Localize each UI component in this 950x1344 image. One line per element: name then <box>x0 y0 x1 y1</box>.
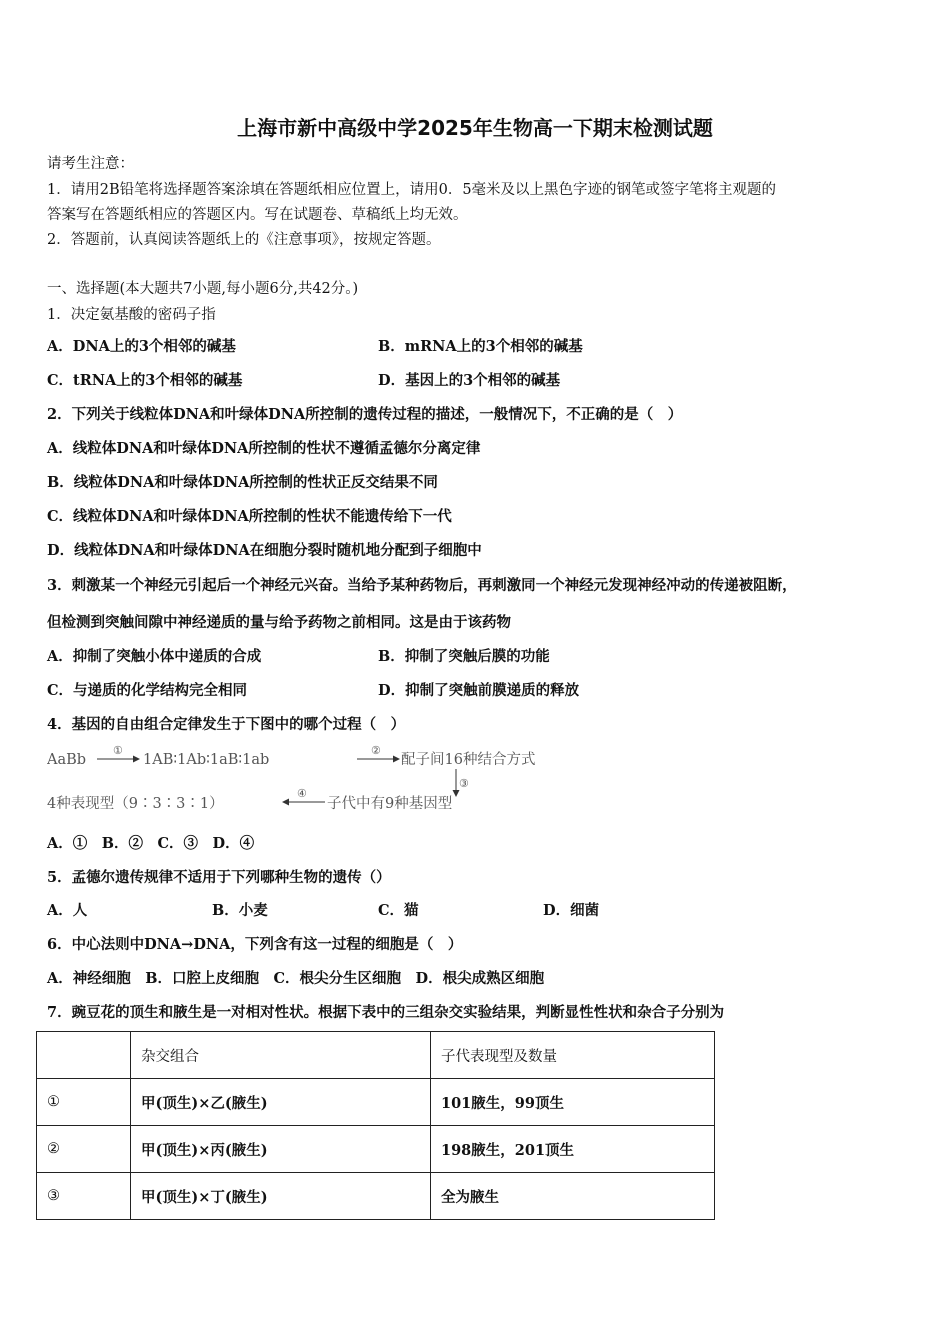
q7-stem: 7．豌豆花的顶生和腋生是一对相对性状。根据下表中的三组杂交实验结果，判断显性性状和杂合子分别为 <box>47 1004 725 1021</box>
q3-stem-line-2: 但检测到突触间隙中神经递质的量与给予药物之前相同。这是由于该药物 <box>47 614 511 631</box>
q3-option-b: B．抑制了突触后膜的功能 <box>378 648 550 665</box>
table-cell: ① <box>37 1079 131 1126</box>
flow-step-3: ③ <box>459 777 469 790</box>
flow-step-4: ④ <box>297 787 307 800</box>
flow-step-2: ② <box>371 744 381 757</box>
table-header-row <box>37 1032 715 1079</box>
q1-option-c: C．tRNA上的3个相邻的碱基 <box>47 372 243 389</box>
q4-options: A．① B．② C．③ D．④ <box>47 835 255 852</box>
table-header-cell <box>37 1032 131 1079</box>
q6-stem: 6．中心法则中DNA→DNA，下列含有这一过程的细胞是（ ） <box>47 936 463 953</box>
flow-phenotypes: 4种表现型（9∶3∶3∶1） <box>47 796 224 812</box>
notice-item-2: 2．答题前，认真阅读答题纸上的《注意事项》，按规定答题。 <box>47 232 441 248</box>
table-cell: 全为腋生 <box>431 1173 715 1220</box>
table-cell: 甲(顶生)×丙(腋生) <box>131 1126 431 1173</box>
q2-stem: 2．下列关于线粒体DNA和叶绿体DNA所控制的遗传过程的描述，一般情况下，不正确的是（ ） <box>47 406 683 423</box>
notice-item-1-cont: 答案写在答题纸相应的答题区内。写在试题卷、草稿纸上均无效。 <box>47 207 468 223</box>
q3-stem-line-1: 3．刺激某一个神经元引起后一个神经元兴奋。当给予某种药物后，再刺激同一个神经元发现神经冲动的传递被阻断， <box>47 577 797 594</box>
section-heading: 一、选择题(本大题共7小题,每小题6分,共42分。) <box>47 281 359 297</box>
flow-combine: 配子间16种结合方式 <box>401 752 536 768</box>
q1-option-b: B．mRNA上的3个相邻的碱基 <box>378 338 583 355</box>
q4-stem: 4．基因的自由组合定律发生于下图中的哪个过程（ ） <box>47 716 406 733</box>
q5-stem: 5．孟德尔遗传规律不适用于下列哪种生物的遗传（） <box>47 869 391 886</box>
flow-genotypes: 子代中有9种基因型 <box>327 796 453 812</box>
flow-start: AaBb <box>47 752 87 768</box>
flow-step-1: ① <box>113 744 123 757</box>
q3-option-d: D．抑制了突触前膜递质的释放 <box>378 682 580 699</box>
table-cell: ③ <box>37 1173 131 1220</box>
table-row <box>37 1126 715 1173</box>
table-row <box>37 1079 715 1126</box>
q5-option-d: D．细菌 <box>543 902 600 919</box>
q2-option-c: C．线粒体DNA和叶绿体DNA所控制的性状不能遗传给下一代 <box>47 508 452 525</box>
q1-stem: 1．决定氨基酸的密码子指 <box>47 307 216 323</box>
flow-gametes: 1AB∶1Ab∶1aB∶1ab <box>143 752 270 768</box>
notice-item-1: 1．请用2B铅笔将选择题答案涂填在答题纸相应位置上，请用0．5毫米及以上黑色字迹的钢笔或签字笔将主观题的 <box>47 182 777 198</box>
cross-results-table <box>36 1031 715 1220</box>
table-header-cell: 杂交组合 <box>131 1032 431 1079</box>
table-cell: 101腋生，99顶生 <box>431 1079 715 1126</box>
table-cell: 甲(顶生)×乙(腋生) <box>131 1079 431 1126</box>
q2-option-d: D．线粒体DNA和叶绿体DNA在细胞分裂时随机地分配到子细胞中 <box>47 542 482 559</box>
genetics-flow-diagram <box>47 744 647 819</box>
q2-option-a: A．线粒体DNA和叶绿体DNA所控制的性状不遵循孟德尔分离定律 <box>47 440 481 457</box>
table-cell: 甲(顶生)×丁(腋生) <box>131 1173 431 1220</box>
q5-option-a: A．人 <box>47 902 88 919</box>
q3-option-c: C．与递质的化学结构完全相同 <box>47 682 248 699</box>
q5-option-c: C．猫 <box>378 902 419 919</box>
table-cell: 198腋生，201顶生 <box>431 1126 715 1173</box>
q1-option-a: A．DNA上的3个相邻的碱基 <box>47 338 236 355</box>
q2-option-b: B．线粒体DNA和叶绿体DNA所控制的性状正反交结果不同 <box>47 474 438 491</box>
q5-option-b: B．小麦 <box>212 902 268 919</box>
notice-heading: 请考生注意： <box>47 156 134 172</box>
table-cell: ② <box>37 1126 131 1173</box>
q1-option-d: D．基因上的3个相邻的碱基 <box>378 372 561 389</box>
table-header-cell: 子代表现型及数量 <box>431 1032 715 1079</box>
table-row <box>37 1173 715 1220</box>
q3-option-a: A．抑制了突触小体中递质的合成 <box>47 648 262 665</box>
q6-options: A．神经细胞 B．口腔上皮细胞 C．根尖分生区细胞 D．根尖成熟区细胞 <box>47 970 545 987</box>
page-title: 上海市新中高级中学2025年生物高一下期末检测试题 <box>237 116 713 140</box>
